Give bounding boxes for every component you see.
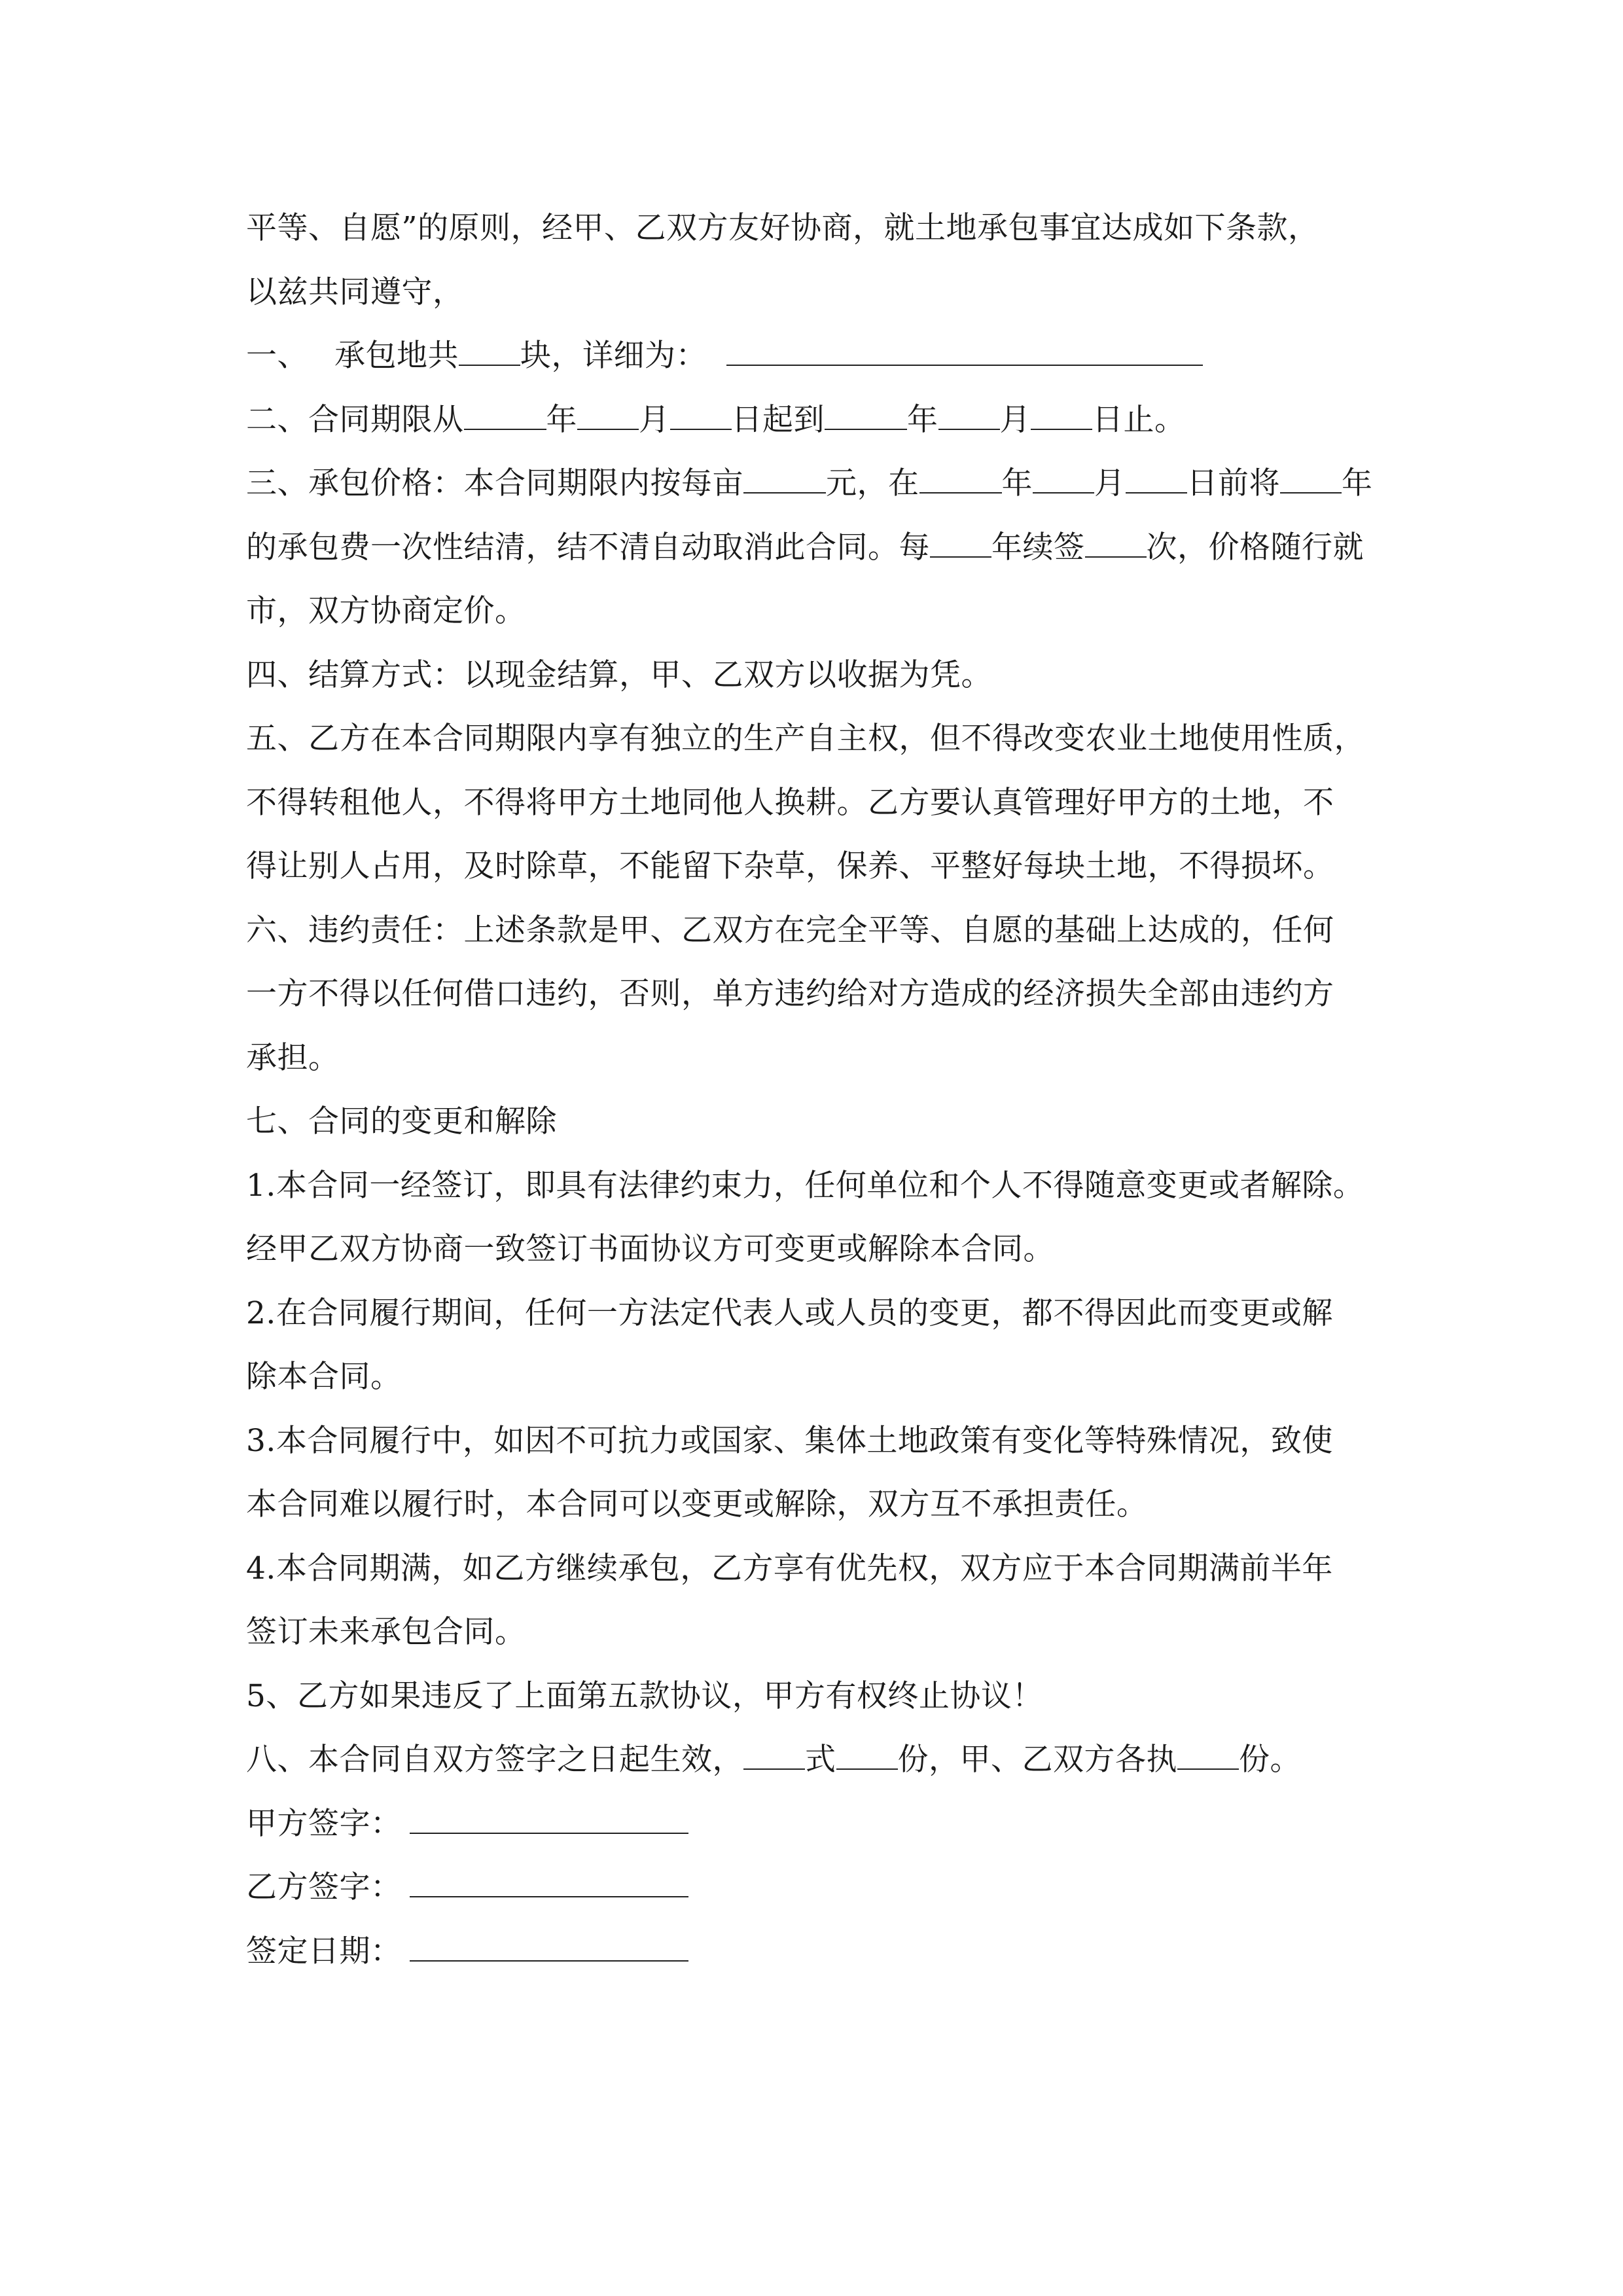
price-per-mu-blank[interactable] xyxy=(743,463,826,493)
clause-6-line-3: 承担。 xyxy=(246,1039,340,1076)
signature-party-b xyxy=(246,1856,1411,1920)
clause-5-line-3: 得让别人占用，及时除草，不能留下杂草，保养、平整好每块土地，不得损坏。 xyxy=(246,848,1334,884)
plot-detail-blank[interactable] xyxy=(726,335,1203,366)
signature-party-a-label: 甲方签字： xyxy=(246,1805,402,1842)
clause-6-line-2: 一方不得以任何借口违约，否则，单方违约给对方造成的经济损失全部由违约方 xyxy=(246,976,1334,1012)
clause-3-line-3: 市，双方协商定价。 xyxy=(246,593,526,629)
signature-party-b-blank[interactable] xyxy=(410,1867,688,1897)
clause-3-text-a: 三、承包价格：本合同期限内按每亩 xyxy=(246,465,743,501)
clause-7-item-3-line-2: 本合同难以履行时，本合同可以变更或解除，双方互不承担责任。 xyxy=(246,1486,1148,1522)
copies-format-blank[interactable] xyxy=(743,1739,805,1770)
renew-times-blank[interactable] xyxy=(1085,527,1147,558)
clause-2-month-2: 月 xyxy=(999,401,1031,438)
clause-5-line-1: 五、乙方在本合同期限内享有独立的生产自主权，但不得改变农业土地使用性质， xyxy=(246,721,1365,757)
clause-6-line-1: 六、违约责任：上述条款是甲、乙双方在完全平等、自愿的基础上达成的，任何 xyxy=(246,912,1334,948)
signing-date-blank[interactable] xyxy=(410,1931,688,1962)
end-month-blank[interactable] xyxy=(938,399,1000,430)
clause-7-item-4-line-1: 4.本合同期满，如乙方继续承包，乙方享有优先权，双方应于本合同期满前半年 xyxy=(246,1550,1333,1587)
clause-7-item-2-line-1: 2.在合同履行期间，任何一方法定代表人或人员的变更，都不得因此而变更或解 xyxy=(246,1295,1333,1331)
clause-8-text-c: 份，甲、乙双方各执 xyxy=(897,1742,1177,1778)
contract-body xyxy=(246,196,1411,1983)
signature-party-b-label: 乙方签字： xyxy=(246,1869,402,1905)
clause-5-line-2: 不得转租他人，不得将甲方土地同他人换耕。乙方要认真管理好甲方的土地，不 xyxy=(246,784,1334,821)
clause-3-day: 日前将 xyxy=(1186,465,1280,501)
clause-8-text-d: 份。 xyxy=(1239,1742,1301,1778)
clause-7-item-2-line-2: 除本合同。 xyxy=(246,1359,402,1395)
clause-1-text-a: 承包地共 xyxy=(334,338,459,374)
clause-2-year-1: 年 xyxy=(546,401,577,438)
clause-3-month: 月 xyxy=(1094,465,1126,501)
clause-3-year: 年 xyxy=(1001,465,1033,501)
pay-year-blank[interactable] xyxy=(919,463,1002,493)
clause-8 xyxy=(246,1728,1411,1792)
plot-count-blank[interactable] xyxy=(459,335,520,366)
renew-years-blank[interactable] xyxy=(930,527,991,558)
clause-1-text-b: 块，详细为： xyxy=(520,338,707,374)
pay-month-blank[interactable] xyxy=(1033,463,1094,493)
clause-3-line-2-b: 年续签 xyxy=(991,529,1085,565)
clause-7-item-5: 5、乙方如果违反了上面第五款协议，甲方有权终止协议！ xyxy=(246,1677,1043,1714)
clause-1-number: 一、 xyxy=(246,338,308,374)
clause-8-text-a: 八、本合同自双方签字之日起生效， xyxy=(246,1742,743,1778)
start-month-blank[interactable] xyxy=(577,399,639,430)
intro-line-1: 平等、自愿”的原则，经甲、乙双方友好协商，就土地承包事宜达成如下条款， xyxy=(246,210,1319,246)
clause-7-item-4-line-2: 签订未来承包合同。 xyxy=(246,1614,526,1650)
pay-day-blank[interactable] xyxy=(1126,463,1187,493)
clause-7-item-3-line-1: 3.本合同履行中，如因不可抗力或国家、集体土地政策有变化等特殊情况，致使 xyxy=(246,1422,1333,1459)
clause-3-line-2-c: 次，价格随行就 xyxy=(1146,529,1364,565)
clause-2-day-1: 日起到 xyxy=(731,401,825,438)
clause-2-day-2: 日止。 xyxy=(1092,401,1186,438)
copies-total-blank[interactable] xyxy=(836,1739,898,1770)
clause-7-title: 七、合同的变更和解除 xyxy=(246,1103,557,1139)
pay-years-blank[interactable] xyxy=(1280,463,1342,493)
clause-7-item-1-line-1: 1.本合同一经签订，即具有法律约束力，任何单位和个人不得随意变更或者解除。 xyxy=(246,1167,1364,1204)
start-year-blank[interactable] xyxy=(464,399,546,430)
start-day-blank[interactable] xyxy=(670,399,732,430)
end-year-blank[interactable] xyxy=(825,399,907,430)
clause-3-year-end: 年 xyxy=(1342,465,1373,501)
signature-party-a xyxy=(246,1792,1411,1856)
clause-8-text-b: 式 xyxy=(805,1742,836,1778)
signature-party-a-blank[interactable] xyxy=(410,1803,688,1834)
signing-date-label: 签定日期： xyxy=(246,1933,402,1969)
clause-2 xyxy=(246,388,1411,452)
clause-3-line-1 xyxy=(246,452,1411,516)
clause-2-month-1: 月 xyxy=(639,401,670,438)
clause-3-line-2 xyxy=(246,516,1411,580)
clause-3-yuan: 元，在 xyxy=(826,465,919,501)
intro-line-2: 以兹共同遵守， xyxy=(246,274,464,310)
clause-1 xyxy=(246,324,1411,388)
clause-7-item-1-line-2: 经甲乙双方协商一致签订书面协议方可变更或解除本合同。 xyxy=(246,1231,1054,1267)
copies-each-blank[interactable] xyxy=(1177,1739,1239,1770)
clause-2-year-2: 年 xyxy=(907,401,938,438)
signing-date xyxy=(246,1920,1411,1984)
clause-4: 四、结算方式：以现金结算，甲、乙双方以收据为凭。 xyxy=(246,656,992,693)
clause-3-line-2-a: 的承包费一次性结清，结不清自动取消此合同。每 xyxy=(246,529,930,565)
clause-2-text-a: 二、合同期限从 xyxy=(246,401,464,438)
end-day-blank[interactable] xyxy=(1031,399,1092,430)
